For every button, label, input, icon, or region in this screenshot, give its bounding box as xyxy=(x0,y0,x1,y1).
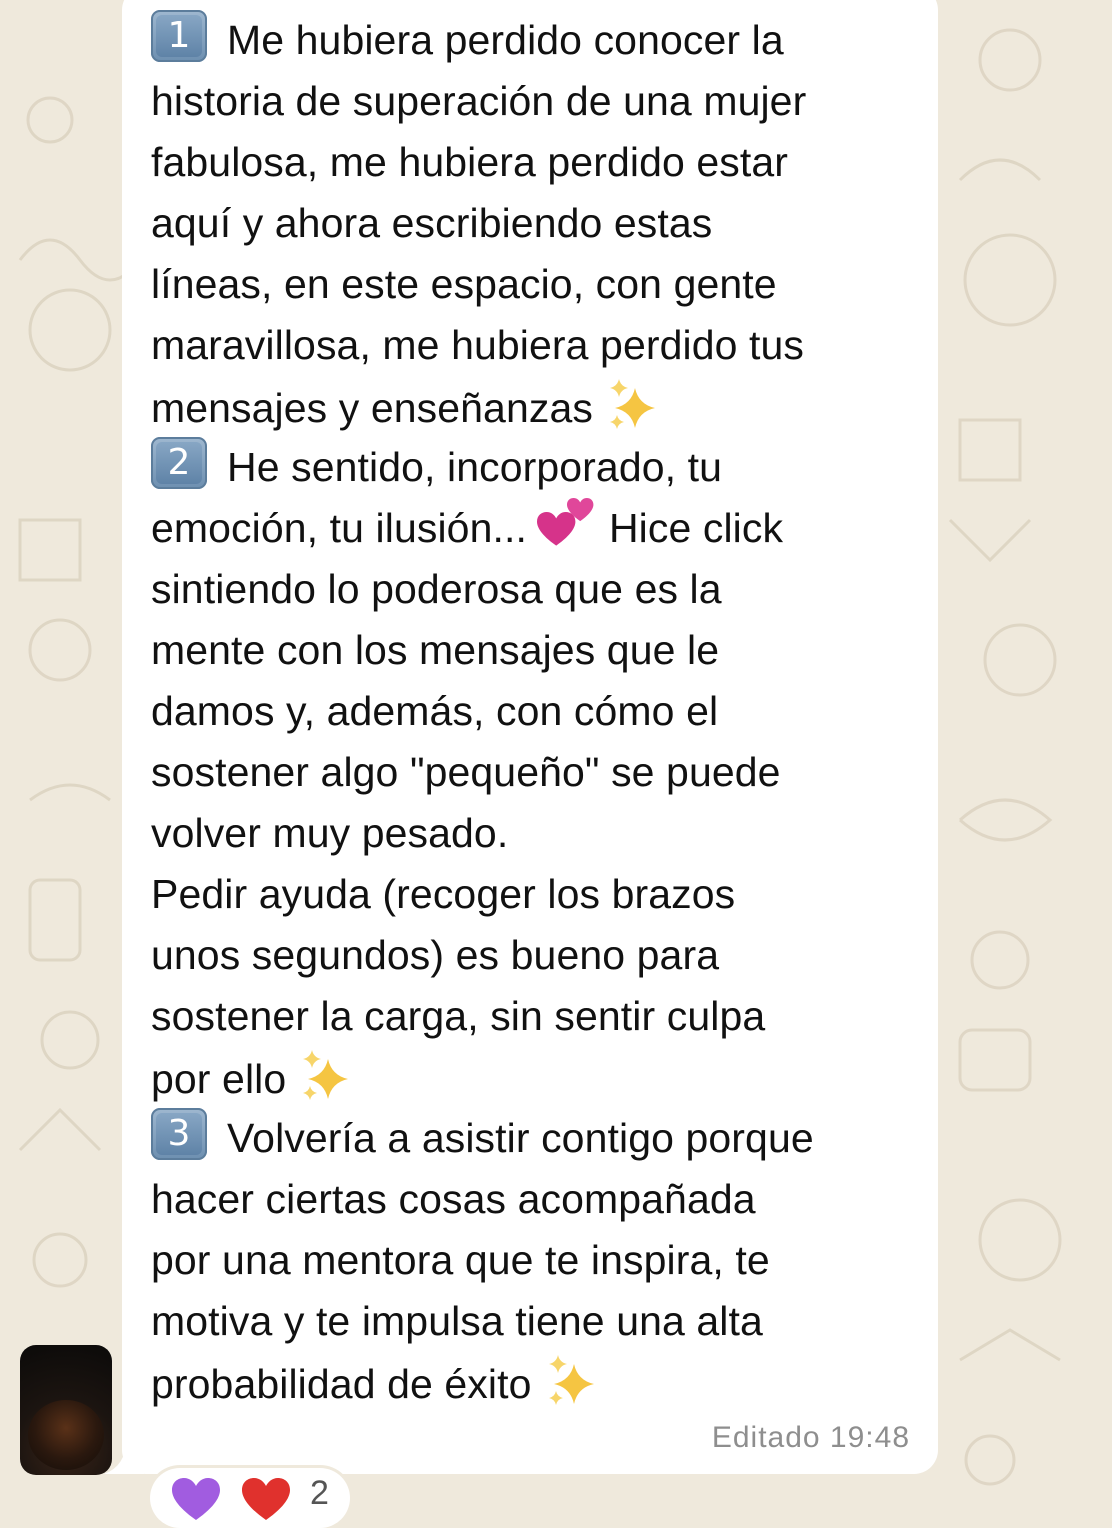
message-line-text: mente con los mensajes que le xyxy=(151,627,720,673)
avatar-image xyxy=(28,1400,104,1470)
message-line xyxy=(151,437,921,498)
purple-heart-icon xyxy=(172,1478,220,1522)
message-line xyxy=(151,193,921,254)
sender-avatar[interactable] xyxy=(20,1345,112,1475)
message-line xyxy=(151,1291,921,1352)
message-line-text: volver muy pesado. xyxy=(151,810,509,856)
keycap-2-icon xyxy=(151,437,207,489)
message-line xyxy=(151,10,921,71)
message-line xyxy=(151,803,921,864)
message-line-text: He sentido, incorporado, tu xyxy=(227,444,723,490)
message-line-text: historia de superación de una mujer xyxy=(151,78,807,124)
message-line-text: por ello xyxy=(151,1056,287,1102)
message-line-text: emoción, tu ilusión... xyxy=(151,505,527,551)
message-line-text: Me hubiera perdido conocer la xyxy=(227,17,784,63)
keycap-number: 3 xyxy=(156,1113,202,1155)
message-line xyxy=(151,925,921,986)
message-line xyxy=(151,986,921,1047)
message-line xyxy=(151,1352,921,1413)
reactions-pill[interactable] xyxy=(150,1468,350,1528)
message-line xyxy=(151,132,921,193)
message-line xyxy=(151,1169,921,1230)
message-line xyxy=(151,254,921,315)
message-line-text: sintiendo lo poderosa que es la xyxy=(151,566,722,612)
message-line xyxy=(151,71,921,132)
message-text xyxy=(151,10,921,1413)
message-line xyxy=(151,1047,921,1108)
message-line xyxy=(151,559,921,620)
two-hearts-icon xyxy=(537,498,595,552)
message-line xyxy=(151,315,921,376)
message-line-text: damos y, además, con cómo el xyxy=(151,688,719,734)
message-line-text: líneas, en este espacio, con gente xyxy=(151,261,777,307)
keycap-1-icon xyxy=(151,10,207,62)
sparkles-icon xyxy=(544,1352,600,1408)
message-line-text: unos segundos) es bueno para xyxy=(151,932,720,978)
message-line-text: Volvería a asistir contigo porque xyxy=(227,1115,814,1161)
message-line-text: mensajes y enseñanzas xyxy=(151,385,593,431)
message-line-text: por una mentora que te inspira, te xyxy=(151,1237,770,1283)
message-line xyxy=(151,681,921,742)
message-line-text: maravillosa, me hubiera perdido tus xyxy=(151,322,804,368)
message-line-text: hacer ciertas cosas acompañada xyxy=(151,1176,756,1222)
message-line-text: probabilidad de éxito xyxy=(151,1361,532,1407)
message-line xyxy=(151,1108,921,1169)
message-line xyxy=(151,1230,921,1291)
message-line xyxy=(151,742,921,803)
message-line-text: fabulosa, me hubiera perdido estar xyxy=(151,139,789,185)
message-line-text: sostener la carga, sin sentir culpa xyxy=(151,993,766,1039)
message-line-text: sostener algo "pequeño" se puede xyxy=(151,749,781,795)
keycap-3-icon xyxy=(151,1108,207,1160)
message-line-text: aquí y ahora escribiendo estas xyxy=(151,200,713,246)
message-line xyxy=(151,498,921,559)
reaction-count: 2 xyxy=(310,1474,329,1512)
message-line-text: Pedir ayuda (recoger los brazos xyxy=(151,871,736,917)
sparkles-icon xyxy=(605,376,661,432)
keycap-number: 1 xyxy=(156,15,202,57)
red-heart-icon xyxy=(242,1478,290,1522)
message-line-text: motiva y te impulsa tiene una alta xyxy=(151,1298,763,1344)
message-line-text-after: Hice click xyxy=(608,505,784,551)
message-line xyxy=(151,620,921,681)
sparkles-icon xyxy=(298,1047,354,1103)
message-line xyxy=(151,376,921,437)
edited-timestamp: Editado 19:48 xyxy=(711,1421,910,1454)
keycap-number: 2 xyxy=(156,442,202,484)
message-line xyxy=(151,864,921,925)
